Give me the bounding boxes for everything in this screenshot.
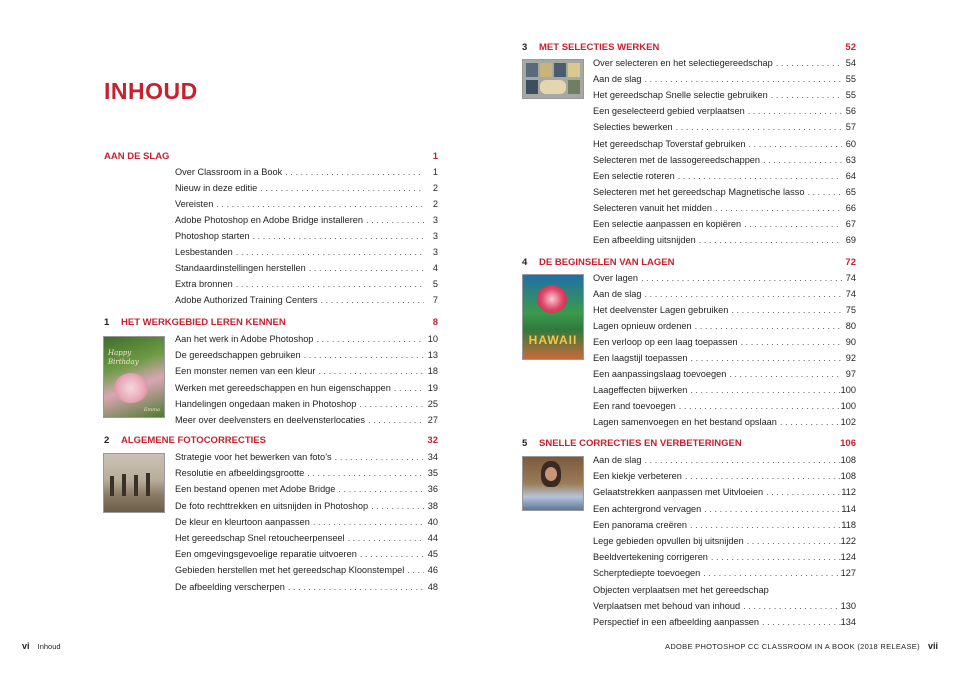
toc-entry-page: 100 [840,401,856,411]
chapter-page: 52 [845,42,856,53]
figure-shape [146,473,150,496]
toc-entry-title: Een omgevingsgevoelige reparatie uitvoeren [175,549,357,560]
toc-entry[interactable] [175,213,438,227]
chapter-number: 2 [104,435,110,446]
toc-entry-page: 130 [840,600,856,611]
toc-entry-page: 127 [840,568,856,579]
toc-entry-page: 92 [845,353,856,363]
dot-leader [368,499,424,513]
footer-left [22,641,61,651]
toc-entry-page [842,583,856,597]
footer-page-number: vi [22,641,30,651]
toc-entry-title: Het gereedschap Toverstaf gebruiken [593,138,746,149]
toc-entry[interactable] [593,367,856,381]
toc-entry-page: 10 [427,334,438,344]
toc-entry-title: Selecteren met het gereedschap Magnetische lasso [593,186,805,197]
toc-entry[interactable] [175,197,438,211]
toc-entry-title: Extra bronnen [175,279,233,289]
toc-entry-title: De afbeelding verscherpen [175,581,285,592]
toc-entry[interactable] [175,229,438,243]
toc-entry[interactable] [175,466,438,480]
toc-entry-title: Strategie voor het bewerken van foto’s [175,452,332,462]
toc-entry[interactable] [593,271,856,285]
toc-entry[interactable] [593,518,856,532]
toc-entry[interactable] [593,319,856,333]
toc-entry-title: Selecteren vanuit het midden [593,202,713,213]
dot-leader [675,169,842,183]
toc-entry-page: 19 [427,382,438,393]
toc-entry-title: Gelaatstrekken aanpassen met Uitvloeien [593,487,764,498]
toc-entry-page: 122 [840,536,856,546]
chapter-title: SNELLE CORRECTIES EN VERBETERINGEN [539,438,742,449]
toc-entry-title: Perspectief in een afbeelding aanpassen [593,617,760,627]
dot-leader [688,351,843,365]
chapter-page: 32 [427,435,438,446]
toc-entry-page: 3 [432,231,438,241]
toc-entry-page: 100 [840,385,856,395]
toc-entry[interactable] [593,566,856,580]
toc-entry-page: 108 [840,471,856,482]
footer-label: ADOBE PHOTOSHOP CC CLASSROOM IN A BOOK (2018 RELEASE) [665,642,920,651]
chapter-number: 3 [522,42,528,53]
toc-entry-page: 134 [840,617,856,627]
toc-entry-page: 55 [845,74,856,85]
toc-entry-title: Werken met gereedschappen en hun eigenschappen [175,382,391,393]
toc-entry-page: 63 [845,154,856,165]
footer-page-number: vii [927,641,938,651]
toc-entry[interactable] [175,181,438,195]
dot-leader [741,217,842,231]
tray-item [568,80,580,94]
page-title: INHOUD [104,78,198,104]
toc-entry-page: 5 [432,279,438,289]
toc-entry-title: Een panorama creëren [593,519,687,530]
toc-entry-title: Aan het werk in Adobe Photoshop [175,334,314,344]
toc-entry-page: 1 [432,167,438,177]
chapter-title: MET SELECTIES WERKEN [539,42,660,53]
toc-entry-page: 60 [845,138,856,149]
toc-entry[interactable] [175,381,438,395]
dot-leader [318,293,425,307]
dot-leader [744,534,841,548]
figure-shape [122,474,126,496]
dot-leader [404,563,424,577]
toc-entry-title: Een laagstijl toepassen [593,353,688,363]
chapter-number: 1 [104,317,110,328]
toc-entry-page: 54 [845,58,856,68]
dot-leader [763,485,841,499]
dot-leader [759,615,841,629]
dot-leader [332,450,424,464]
toc-entry[interactable] [593,303,856,317]
chapter-5-thumbnail [522,456,584,511]
toc-entry[interactable] [175,531,438,545]
figure-shape [110,476,114,496]
toc-entry-title: Verplaatsen met behoud van inhoud [593,600,741,611]
toc-entry[interactable] [175,547,438,561]
toc-entry[interactable] [593,550,856,564]
thumb-text-2: Birthday [108,358,139,366]
dot-leader [804,185,842,199]
toc-entry[interactable] [175,397,438,411]
toc-entry[interactable] [175,332,438,346]
toc-entry[interactable] [175,413,438,427]
dot-leader [687,383,840,397]
toc-entry[interactable] [593,169,856,183]
toc-entry-title: Een afbeelding uitsnijden [593,235,696,246]
footer-label: Inhoud [37,642,61,651]
chapter-heading-5[interactable] [522,438,856,452]
toc-entry[interactable] [593,233,856,247]
toc-entry-page: 64 [845,170,856,181]
toc-entry[interactable] [175,277,438,291]
toc-entry[interactable] [175,364,438,378]
toc-entry-page: 2 [432,183,438,193]
toc-entry[interactable] [593,453,856,467]
toc-entry-page: 80 [845,321,856,331]
dot-leader [310,515,424,529]
toc-entry-page: 118 [841,519,856,530]
dot-leader [315,364,424,378]
toc-entry-page: 3 [432,215,438,225]
toc-entry[interactable] [175,348,438,362]
toc-entry-title: Het gereedschap Snel retoucheerpenseel [175,533,345,543]
toc-entry-page: 18 [427,366,438,377]
toc-entry[interactable] [593,351,856,365]
dot-leader [777,415,841,429]
toc-entry-page: 124 [840,552,856,563]
dot-leader [740,599,841,613]
toc-entry[interactable] [593,88,856,102]
toc-entry-title: Adobe Authorized Training Centers [175,295,318,305]
toc-entry[interactable] [593,217,856,231]
toc-entry-page: 65 [845,186,856,197]
toc-entry-title: Laageffecten bijwerken [593,385,688,395]
toc-entry-page: 4 [432,263,438,273]
dot-leader [701,502,841,516]
toc-entry-title: Standaardinstellingen herstellen [175,263,306,273]
toc-entry[interactable] [593,583,856,597]
toc-entry-title: Lege gebieden opvullen bij uitsnijden [593,536,744,546]
dot-leader [250,229,424,243]
face-shape [545,467,557,481]
toc-entry-title: Het deelvenster Lagen gebruiken [593,305,729,315]
toc-entry[interactable] [175,245,438,259]
toc-entry[interactable] [593,201,856,215]
toc-entry[interactable] [593,56,856,70]
flower-shape [537,285,567,313]
toc-entry-title: Een rand toevoegen [593,401,676,411]
toc-entry-title: Over selecteren en het selectiegereedschap [593,58,773,68]
dot-leader [282,165,424,179]
toc-entry-title: Adobe Photoshop en Adobe Bridge installeren [175,215,363,225]
chapter-number: 4 [522,257,528,268]
toc-entry-title: Een aanpassingslaag toevoegen [593,369,727,379]
toc-entry-title: Een kiekje verbeteren [593,471,682,482]
toc-entry-title: Aan de slag [593,455,642,465]
toc-entry[interactable] [593,534,856,548]
dot-leader [304,466,424,480]
toc-entry[interactable] [175,165,438,179]
dot-leader [773,56,842,70]
toc-entry[interactable] [175,482,438,496]
dot-leader [696,233,842,247]
dot-leader [642,287,842,301]
dot-leader [356,397,424,411]
toc-entry[interactable] [175,515,438,529]
dot-leader [760,153,842,167]
toc-entry-title: Lagen opnieuw ordenen [593,321,692,331]
toc-entry-title: Photoshop starten [175,231,250,241]
chapter-title: HET WERKGEBIED LEREN KENNEN [121,317,286,328]
dot-leader [357,547,424,561]
toc-entry[interactable] [593,120,856,134]
toc-entry-page: 46 [427,565,438,576]
toc-entry-page: 67 [845,219,856,229]
toc-entry-title: Een verloop op een laag toepassen [593,337,738,347]
dot-leader [301,348,424,362]
toc-entry[interactable] [175,580,438,594]
chapter-title: DE BEGINSELEN VAN LAGEN [539,257,675,268]
figure-shape [134,475,138,496]
dot-leader [746,137,842,151]
chapter-heading-intro[interactable] [104,151,438,165]
toc-entry[interactable] [175,450,438,464]
right-page [480,0,960,680]
dot-leader [642,453,841,467]
toc-entry[interactable] [593,287,856,301]
dot-leader [726,367,842,381]
toc-entry-page: 48 [427,581,438,592]
toc-entry-page: 112 [841,487,856,498]
thumb-text-1: Happy [108,349,132,357]
dot-leader [700,566,840,580]
dot-leader [769,583,842,597]
chapter-1-thumbnail [103,336,165,418]
toc-entry[interactable] [593,485,856,499]
dot-leader [692,319,842,333]
toc-entry-title: Objecten verplaatsen met het gereedschap [593,584,769,595]
toc-entry-page: 3 [432,247,438,257]
dot-leader [345,531,424,545]
toc-entry-title: Aan de slag [593,289,642,299]
toc-entry-page: 114 [841,503,856,514]
toc-entry-title: Handelingen ongedaan maken in Photoshop [175,398,357,409]
dot-leader [676,399,841,413]
chapter-2-thumbnail [103,453,165,513]
dot-leader [642,72,842,86]
toc-entry-page: 7 [432,295,438,305]
toc-entry-title: Een monster nemen van een kleur [175,366,316,377]
toc-entry[interactable] [593,72,856,86]
dot-leader [708,550,841,564]
toc-entry-title: Een selectie aanpassen en kopiëren [593,219,742,229]
toc-entry-title: Scherptediepte toevoegen [593,568,701,579]
toc-entry-page: 40 [427,516,438,527]
dot-leader [233,245,424,259]
toc-entry-page: 74 [845,273,856,283]
toc-entry-page: 27 [427,415,438,425]
dot-leader [313,332,424,346]
toc-entry-title: Resolutie en afbeeldingsgrootte [175,468,305,479]
toc-entry-title: Selecties bewerken [593,122,673,133]
toc-entry[interactable] [593,599,856,613]
toc-entry-page: 90 [845,337,856,347]
chapter-page: 1 [432,151,438,162]
thumb-text: HAWAII [528,333,578,347]
toc-entry-page: 45 [427,549,438,560]
toc-entry[interactable] [593,415,856,429]
dot-leader [745,104,842,118]
toc-entry-title: Een bestand openen met Adobe Bridge [175,484,336,495]
toc-entry-page: 56 [845,106,856,117]
toc-entry[interactable] [593,153,856,167]
tray-item [540,80,566,94]
toc-entry-page: 13 [427,350,438,361]
toc-entry-title: Over Classroom in a Book [175,167,283,177]
dot-leader [687,518,841,532]
tray-item [526,80,538,94]
toc-entry[interactable] [593,399,856,413]
dot-leader [638,271,842,285]
thumb-caption: Emma [143,407,160,413]
toc-entry-page: 66 [845,202,856,213]
chapter-page: 72 [845,257,856,268]
chapter-number: 5 [522,438,528,449]
dot-leader [728,303,842,317]
toc-entry-page: 38 [427,500,438,511]
dot-leader [257,181,424,195]
toc-entry-title: Een achtergrond vervagen [593,503,702,514]
chapter-3-thumbnail [522,59,584,99]
toc-entry-title: Nieuw in deze editie [175,183,258,193]
toc-entry-page: 25 [427,398,438,409]
footer-right [665,641,938,651]
dot-leader [682,469,841,483]
toc-entry-page: 97 [845,369,856,379]
toc-entry-title: De kleur en kleurtoon aanpassen [175,516,310,527]
toc-entry-page: 69 [845,235,856,246]
chapter-page: 8 [432,317,438,328]
dot-leader [365,413,424,427]
chapter-heading-3[interactable] [522,42,856,56]
dot-leader [213,197,424,211]
toc-entry-page: 75 [845,305,856,315]
toc-entry-title: Meer over deelvensters en deelvensterlocaties [175,415,365,425]
toc-entry[interactable] [175,499,438,513]
toc-entry[interactable] [593,469,856,483]
toc-entry-page: 36 [427,484,438,495]
toc-entry-title: Vereisten [175,199,214,209]
toc-entry-title: Het gereedschap Snelle selectie gebruiken [593,90,768,101]
toc-entry-title: De gereedschappen gebruiken [175,350,301,361]
chapter-heading-4[interactable] [522,257,856,271]
toc-entry[interactable] [593,615,856,629]
toc-entry-title: Lagen samenvoegen en het bestand opslaan [593,417,777,427]
chapter-4-thumbnail [522,274,584,360]
dot-leader [673,120,842,134]
dot-leader [285,580,424,594]
toc-entry-title: Een geselecteerd gebied verplaatsen [593,106,745,117]
dot-leader [335,482,424,496]
chapter-title: ALGEMENE FOTOCORRECTIES [121,435,266,446]
toc-entry-title: Gebieden herstellen met het gereedschap Kloonstempel [175,565,405,576]
toc-entry[interactable] [175,293,438,307]
toc-entry[interactable] [593,383,856,397]
chapter-heading-2[interactable] [104,435,438,449]
toc-entry[interactable] [175,261,438,275]
tray-item [568,63,580,77]
toc-entry-page: 102 [840,417,856,427]
toc-entry-page: 2 [432,199,438,209]
toc-entry-title: De foto rechttrekken en uitsnijden in Photoshop [175,500,369,511]
toc-entry-page: 34 [427,452,438,462]
dot-leader [306,261,424,275]
chapter-page: 106 [840,438,856,449]
tray-item [554,63,566,77]
dot-leader [391,381,424,395]
rose-shape [114,373,148,403]
dot-leader [712,201,842,215]
toc-entry[interactable] [593,185,856,199]
toc-entry[interactable] [593,335,856,349]
tray-item [526,63,538,77]
dot-leader [738,335,842,349]
chapter-title: AAN DE SLAG [104,151,170,162]
toc-entry-title: Aan de slag [593,74,642,85]
toc-entry-title: Lesbestanden [175,247,233,257]
toc-entry-page: 44 [427,533,438,543]
toc-entry-page: 55 [845,90,856,101]
tray-item [540,63,552,77]
chapter-heading-1[interactable] [104,317,438,331]
toc-entry-page: 35 [427,468,438,479]
toc-entry-title: Een selectie roteren [593,170,675,181]
toc-entry[interactable] [593,137,856,151]
toc-entry-title: Over lagen [593,273,638,283]
toc-entry[interactable] [593,104,856,118]
dot-leader [363,213,424,227]
toc-entry-page: 74 [845,289,856,299]
toc-entry-title: Selecteren met de lassogereedschappen [593,154,761,165]
toc-entry-page: 57 [845,122,856,133]
dot-leader [233,277,424,291]
dot-leader [768,88,842,102]
toc-entry-page: 108 [840,455,856,465]
toc-entry[interactable] [175,563,438,577]
toc-entry[interactable] [593,502,856,516]
toc-entry-title: Beeldvertekening corrigeren [593,552,708,563]
